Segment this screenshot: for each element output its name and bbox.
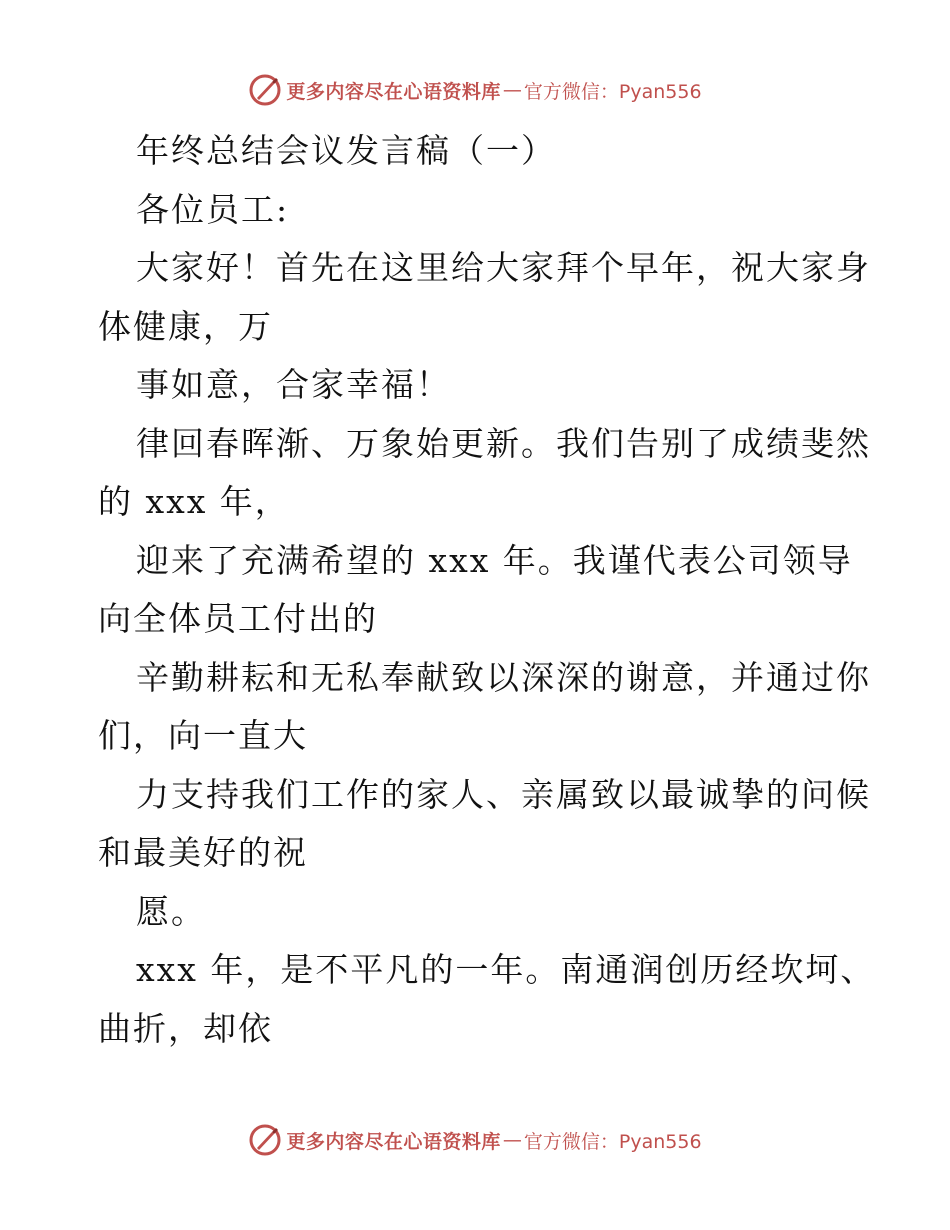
paragraph-line: 大家好！首先在这里给大家拜个早年，祝大家身 xyxy=(136,248,871,287)
header-banner-separator: — xyxy=(502,79,522,101)
paragraph-line: 律回春晖渐、万象始更新。我们告别了成绩斐然 xyxy=(136,423,871,463)
footer-banner-text: 更多内容尽在心语资料库 xyxy=(286,1130,501,1153)
paragraph-line: xxx 年，是不平凡的一年。南通润创历经坎坷、 xyxy=(136,950,876,989)
paragraph-line: 的 xxx 年， xyxy=(98,482,290,521)
paragraph-line: 辛勤耕耘和无私奉献致以深深的谢意，并通过你 xyxy=(136,657,871,697)
paragraph-line: 愿。 xyxy=(136,891,206,931)
paragraph-line: 事如意，合家幸福！ xyxy=(136,365,451,404)
paragraph-line: 体健康，万 xyxy=(98,306,273,346)
paragraph-line: 各位员工: xyxy=(136,189,290,229)
paragraph-line: 向全体员工付出的 xyxy=(98,599,378,638)
footer-banner-separator: — xyxy=(502,1129,522,1151)
header-banner-content xyxy=(248,73,701,107)
header-banner-wechat: 官方微信：Pyan556 xyxy=(523,80,702,103)
paragraph-line: 和最美好的祝 xyxy=(98,833,308,872)
document-body xyxy=(98,122,876,1058)
quill-logo-icon xyxy=(248,73,282,107)
footer-banner-content xyxy=(248,1123,701,1157)
paragraph-line: 曲折，却依 xyxy=(98,1008,273,1048)
footer-banner-wechat: 官方微信：Pyan556 xyxy=(523,1130,702,1153)
paragraph-line: 迎来了充满希望的 xxx 年。我谨代表公司领导 xyxy=(136,540,853,580)
paragraph-line: 力支持我们工作的家人、亲属致以最诚挚的问候 xyxy=(136,774,871,814)
quill-logo-icon xyxy=(248,1123,282,1157)
paragraph-line: 们，向一直大 xyxy=(98,716,308,755)
paragraph-line: 年终总结会议发言稿（一） xyxy=(136,131,556,170)
footer-banner xyxy=(0,1120,950,1160)
header-banner xyxy=(0,70,950,110)
header-banner-text: 更多内容尽在心语资料库 xyxy=(286,80,501,103)
